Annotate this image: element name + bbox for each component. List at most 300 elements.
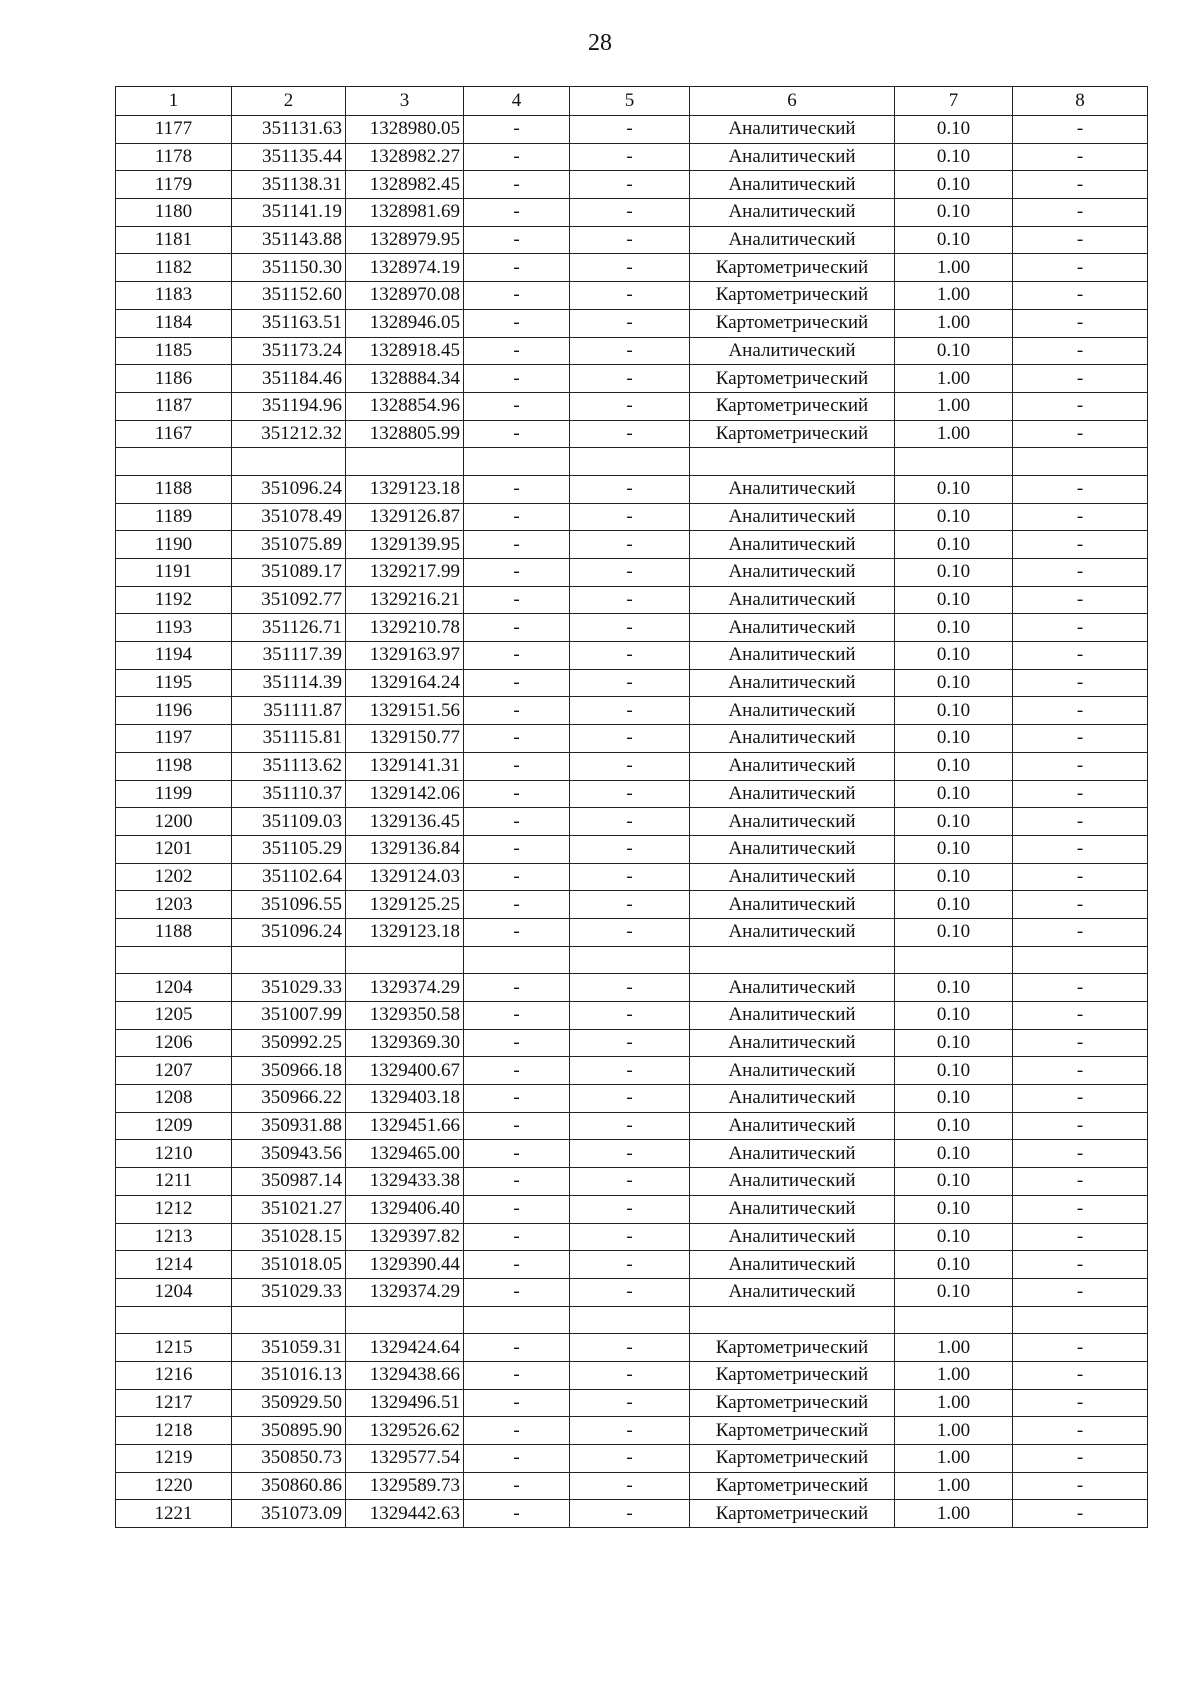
table-cell: 351194.96	[232, 392, 346, 420]
table-cell: Аналитический	[690, 752, 895, 780]
table-cell: -	[570, 1251, 690, 1279]
table-cell: 1328946.05	[346, 309, 464, 337]
table-cell: 1204	[116, 974, 232, 1002]
table-cell: 1329589.73	[346, 1472, 464, 1500]
table-cell: -	[1013, 669, 1148, 697]
table-cell: 1329124.03	[346, 863, 464, 891]
table-cell: Аналитический	[690, 1278, 895, 1306]
table-row	[116, 503, 1148, 531]
table-cell: -	[1013, 226, 1148, 254]
table-cell: 351029.33	[232, 1278, 346, 1306]
table-cell: 351126.71	[232, 614, 346, 642]
table-cell: -	[464, 199, 570, 227]
table-cell: 1329390.44	[346, 1251, 464, 1279]
table-cell: Картометрический	[690, 282, 895, 310]
table-cell: -	[1013, 1251, 1148, 1279]
table-row	[116, 199, 1148, 227]
table-cell: 1204	[116, 1278, 232, 1306]
table-cell: 1186	[116, 365, 232, 393]
table-cell: -	[1013, 282, 1148, 310]
table-cell: 1192	[116, 586, 232, 614]
table-cell: Аналитический	[690, 116, 895, 144]
table-cell: 351028.15	[232, 1223, 346, 1251]
table-cell: 351135.44	[232, 143, 346, 171]
table-cell: -	[1013, 503, 1148, 531]
table-cell: 350895.90	[232, 1417, 346, 1445]
table-cell: -	[464, 1029, 570, 1057]
table-cell: -	[1013, 1389, 1148, 1417]
table-cell: -	[464, 503, 570, 531]
table-cell: -	[464, 1140, 570, 1168]
table-cell: 1182	[116, 254, 232, 282]
table-cell: -	[570, 1029, 690, 1057]
table-cell: 1329164.24	[346, 669, 464, 697]
table-row	[116, 1223, 1148, 1251]
table-cell: -	[570, 503, 690, 531]
table-cell: 1329216.21	[346, 586, 464, 614]
table-cell: Аналитический	[690, 1140, 895, 1168]
table-cell: -	[1013, 1112, 1148, 1140]
table-cell: 1329442.63	[346, 1500, 464, 1528]
column-header: 5	[570, 87, 690, 116]
table-cell: 1329136.84	[346, 835, 464, 863]
table-cell: 0.10	[895, 697, 1013, 725]
table-cell: 1.00	[895, 1472, 1013, 1500]
table-cell: 1199	[116, 780, 232, 808]
table-cell: 351141.19	[232, 199, 346, 227]
table-row	[116, 725, 1148, 753]
table-cell	[1013, 448, 1148, 476]
table-cell: 1329126.87	[346, 503, 464, 531]
table-cell: 1221	[116, 1500, 232, 1528]
table-cell: 1329374.29	[346, 1278, 464, 1306]
table-cell: -	[464, 669, 570, 697]
table-cell: -	[570, 1112, 690, 1140]
table-cell: 351096.24	[232, 918, 346, 946]
table-cell	[346, 1306, 464, 1334]
table-cell: -	[570, 642, 690, 670]
table-cell: 1329150.77	[346, 725, 464, 753]
table-cell: 351109.03	[232, 808, 346, 836]
table-cell: -	[464, 918, 570, 946]
table-cell: 1189	[116, 503, 232, 531]
table-cell: -	[570, 918, 690, 946]
table-cell: 0.10	[895, 475, 1013, 503]
table-cell: -	[464, 1112, 570, 1140]
table-cell: 1215	[116, 1334, 232, 1362]
table-cell: 0.10	[895, 116, 1013, 144]
table-cell: 0.10	[895, 503, 1013, 531]
table-cell	[690, 448, 895, 476]
table-cell: -	[570, 1140, 690, 1168]
table-cell: -	[570, 143, 690, 171]
table-cell: 1328982.45	[346, 171, 464, 199]
table-cell: 1.00	[895, 1334, 1013, 1362]
table-cell: 0.10	[895, 171, 1013, 199]
table-cell: 0.10	[895, 614, 1013, 642]
table-cell: -	[570, 226, 690, 254]
table-row	[116, 337, 1148, 365]
table-cell: -	[570, 974, 690, 1002]
table-cell: -	[570, 1500, 690, 1528]
table-cell: Картометрический	[690, 1417, 895, 1445]
table-cell: 1198	[116, 752, 232, 780]
table-cell: 1328854.96	[346, 392, 464, 420]
table-cell	[232, 1306, 346, 1334]
table-row	[116, 1334, 1148, 1362]
table-cell: -	[464, 1057, 570, 1085]
table-cell: -	[1013, 1417, 1148, 1445]
table-cell: Аналитический	[690, 780, 895, 808]
table-cell: Картометрический	[690, 392, 895, 420]
table-cell: 1220	[116, 1472, 232, 1500]
table-cell: 1177	[116, 116, 232, 144]
table-cell: -	[570, 254, 690, 282]
table-cell: 351007.99	[232, 1002, 346, 1030]
table-cell: -	[1013, 1195, 1148, 1223]
table-cell: -	[1013, 835, 1148, 863]
table-cell: 351110.37	[232, 780, 346, 808]
table-cell: Аналитический	[690, 1195, 895, 1223]
table-cell: -	[570, 1334, 690, 1362]
table-cell	[570, 448, 690, 476]
table-cell: 0.10	[895, 863, 1013, 891]
table-cell: 351138.31	[232, 171, 346, 199]
table-cell: -	[1013, 420, 1148, 448]
table-cell: -	[570, 725, 690, 753]
table-cell: -	[464, 1472, 570, 1500]
table-cell	[346, 448, 464, 476]
coordinates-table	[115, 86, 1148, 1528]
table-cell: 1329400.67	[346, 1057, 464, 1085]
table-cell: Картометрический	[690, 1445, 895, 1473]
table-cell: -	[570, 1085, 690, 1113]
table-cell: 351075.89	[232, 531, 346, 559]
table-cell: -	[464, 1002, 570, 1030]
table-cell: Картометрический	[690, 420, 895, 448]
table-cell: -	[570, 1445, 690, 1473]
table-cell: -	[570, 420, 690, 448]
table-cell: 1205	[116, 1002, 232, 1030]
table-cell	[570, 1306, 690, 1334]
table-row	[116, 1389, 1148, 1417]
table-cell: 351173.24	[232, 337, 346, 365]
table-cell: 351096.55	[232, 891, 346, 919]
table-cell: 351018.05	[232, 1251, 346, 1279]
table-cell: Аналитический	[690, 1057, 895, 1085]
column-header: 3	[346, 87, 464, 116]
table-cell: 351117.39	[232, 642, 346, 670]
table-cell: 1179	[116, 171, 232, 199]
table-cell: 350943.56	[232, 1140, 346, 1168]
table-cell: -	[1013, 475, 1148, 503]
table-cell: -	[1013, 697, 1148, 725]
table-cell: -	[464, 226, 570, 254]
table-cell: 1213	[116, 1223, 232, 1251]
table-cell: Аналитический	[690, 1085, 895, 1113]
table-cell	[895, 448, 1013, 476]
table-row	[116, 974, 1148, 1002]
table-cell: -	[570, 1223, 690, 1251]
table-cell: -	[570, 1168, 690, 1196]
table-cell: 1329433.38	[346, 1168, 464, 1196]
table-row	[116, 1057, 1148, 1085]
table-cell: 1209	[116, 1112, 232, 1140]
table-row	[116, 392, 1148, 420]
table-cell: -	[464, 752, 570, 780]
table-cell: 1.00	[895, 254, 1013, 282]
table-cell: 1329438.66	[346, 1361, 464, 1389]
table-cell: 351021.27	[232, 1195, 346, 1223]
table-row	[116, 780, 1148, 808]
table-cell: 1167	[116, 420, 232, 448]
table-row	[116, 226, 1148, 254]
table-row	[116, 1140, 1148, 1168]
table-row	[116, 282, 1148, 310]
table-cell: -	[1013, 1472, 1148, 1500]
table-cell: -	[464, 559, 570, 587]
table-cell: 1329406.40	[346, 1195, 464, 1223]
table-cell: Аналитический	[690, 642, 895, 670]
table-cell: -	[1013, 1223, 1148, 1251]
table-cell: -	[1013, 1002, 1148, 1030]
table-row	[116, 1361, 1148, 1389]
table-cell: 351029.33	[232, 974, 346, 1002]
table-cell: -	[1013, 199, 1148, 227]
table-cell: 1212	[116, 1195, 232, 1223]
table-cell: 1218	[116, 1417, 232, 1445]
table-cell: 1178	[116, 143, 232, 171]
table-row	[116, 531, 1148, 559]
table-cell	[116, 946, 232, 974]
table-cell: 1208	[116, 1085, 232, 1113]
table-cell: 1.00	[895, 1389, 1013, 1417]
table-cell: -	[464, 309, 570, 337]
table-cell	[1013, 946, 1148, 974]
table-cell: 1206	[116, 1029, 232, 1057]
table-cell: -	[464, 254, 570, 282]
table-cell: -	[464, 642, 570, 670]
table-row	[116, 1472, 1148, 1500]
table-cell: 1214	[116, 1251, 232, 1279]
table-cell: 1201	[116, 835, 232, 863]
table-cell: -	[570, 835, 690, 863]
table-row	[116, 863, 1148, 891]
table-cell: -	[464, 863, 570, 891]
table-cell: -	[1013, 808, 1148, 836]
table-cell: 351212.32	[232, 420, 346, 448]
table-cell	[346, 946, 464, 974]
table-cell	[116, 1306, 232, 1334]
table-cell: -	[464, 891, 570, 919]
table-cell: -	[570, 282, 690, 310]
table-cell: -	[570, 171, 690, 199]
table-cell: -	[570, 1002, 690, 1030]
table-cell: -	[1013, 1445, 1148, 1473]
table-cell: 1328805.99	[346, 420, 464, 448]
table-cell: 0.10	[895, 559, 1013, 587]
table-cell: -	[464, 808, 570, 836]
table-cell: Аналитический	[690, 725, 895, 753]
table-cell: -	[464, 116, 570, 144]
table-cell: -	[570, 697, 690, 725]
table-cell: -	[570, 337, 690, 365]
table-cell: Аналитический	[690, 1251, 895, 1279]
table-cell: -	[464, 1195, 570, 1223]
table-row	[116, 918, 1148, 946]
table-cell: -	[1013, 974, 1148, 1002]
table-cell: 1329136.45	[346, 808, 464, 836]
table-row	[116, 420, 1148, 448]
table-cell: 0.10	[895, 531, 1013, 559]
separator-row	[116, 1306, 1148, 1334]
table-cell: -	[464, 1417, 570, 1445]
table-cell: -	[570, 863, 690, 891]
table-cell: 1188	[116, 918, 232, 946]
table-cell: Аналитический	[690, 697, 895, 725]
table-row	[116, 365, 1148, 393]
table-cell: 1329123.18	[346, 475, 464, 503]
page-number: 28	[588, 30, 612, 56]
table-cell: -	[464, 282, 570, 310]
table-cell: Картометрический	[690, 254, 895, 282]
table-cell: Аналитический	[690, 226, 895, 254]
table-cell: 0.10	[895, 1168, 1013, 1196]
table-cell: 1329526.62	[346, 1417, 464, 1445]
table-cell: 1328974.19	[346, 254, 464, 282]
table-cell: 1328884.34	[346, 365, 464, 393]
column-header: 8	[1013, 87, 1148, 116]
table-cell: -	[570, 365, 690, 393]
table-cell: 1194	[116, 642, 232, 670]
table-cell: -	[464, 1278, 570, 1306]
table-cell: -	[570, 780, 690, 808]
table-cell: 1.00	[895, 420, 1013, 448]
table-cell: -	[570, 1278, 690, 1306]
table-cell: 0.10	[895, 669, 1013, 697]
table-cell: -	[464, 586, 570, 614]
table-cell: 0.10	[895, 143, 1013, 171]
table-cell: 1328982.27	[346, 143, 464, 171]
table-cell: -	[464, 392, 570, 420]
table-cell	[464, 1306, 570, 1334]
table-cell: -	[464, 143, 570, 171]
table-cell: 1216	[116, 1361, 232, 1389]
table-cell: -	[464, 1168, 570, 1196]
table-cell: Картометрический	[690, 309, 895, 337]
table-cell: 351073.09	[232, 1500, 346, 1528]
column-header: 6	[690, 87, 895, 116]
table-cell: 0.10	[895, 835, 1013, 863]
table-cell: 0.10	[895, 1195, 1013, 1223]
table-cell: Аналитический	[690, 863, 895, 891]
table-cell: -	[464, 1223, 570, 1251]
table-cell: 1328980.05	[346, 116, 464, 144]
table-cell: 1328918.45	[346, 337, 464, 365]
table-cell: 0.10	[895, 1278, 1013, 1306]
table-cell: 351102.64	[232, 863, 346, 891]
table-cell: -	[570, 1389, 690, 1417]
table-cell: -	[464, 1085, 570, 1113]
table-cell: -	[1013, 531, 1148, 559]
table-cell: 1329577.54	[346, 1445, 464, 1473]
table-cell: -	[1013, 559, 1148, 587]
table-cell: -	[464, 1361, 570, 1389]
table-cell: 1329139.95	[346, 531, 464, 559]
table-cell: -	[570, 586, 690, 614]
table-cell	[116, 448, 232, 476]
table-cell: -	[1013, 1334, 1148, 1362]
table-cell: Аналитический	[690, 891, 895, 919]
table-cell: 1184	[116, 309, 232, 337]
table-cell: 351111.87	[232, 697, 346, 725]
table-cell: 1210	[116, 1140, 232, 1168]
table-cell: -	[464, 1445, 570, 1473]
table-cell: -	[570, 309, 690, 337]
table-cell: -	[1013, 614, 1148, 642]
column-header: 7	[895, 87, 1013, 116]
table-cell: 1.00	[895, 309, 1013, 337]
table-cell: Аналитический	[690, 614, 895, 642]
table-cell: -	[464, 780, 570, 808]
table-cell: 351016.13	[232, 1361, 346, 1389]
table-cell: -	[570, 531, 690, 559]
table-cell: 0.10	[895, 642, 1013, 670]
table-cell: -	[570, 891, 690, 919]
table-row	[116, 143, 1148, 171]
table-cell: 351092.77	[232, 586, 346, 614]
table-cell: 0.10	[895, 1140, 1013, 1168]
table-cell: -	[570, 752, 690, 780]
table-cell: 1329151.56	[346, 697, 464, 725]
table-row	[116, 475, 1148, 503]
table-cell: 1329125.25	[346, 891, 464, 919]
table-cell: 351152.60	[232, 282, 346, 310]
table-row	[116, 559, 1148, 587]
table-cell: 1187	[116, 392, 232, 420]
table-cell: 1329141.31	[346, 752, 464, 780]
table-cell: -	[1013, 143, 1148, 171]
table-cell: 1185	[116, 337, 232, 365]
table-cell: 350931.88	[232, 1112, 346, 1140]
table-cell: -	[570, 199, 690, 227]
table-cell: Картометрический	[690, 1361, 895, 1389]
table-cell: -	[570, 116, 690, 144]
table-cell: 351150.30	[232, 254, 346, 282]
table-row	[116, 1002, 1148, 1030]
table-cell: 1202	[116, 863, 232, 891]
table-cell: 1329424.64	[346, 1334, 464, 1362]
table-row	[116, 752, 1148, 780]
table-cell: -	[464, 614, 570, 642]
table-cell: Аналитический	[690, 669, 895, 697]
table-cell: Аналитический	[690, 337, 895, 365]
table-cell: -	[464, 1389, 570, 1417]
table-cell: 1207	[116, 1057, 232, 1085]
table-cell: -	[570, 1195, 690, 1223]
table-cell: -	[570, 1057, 690, 1085]
table-row	[116, 1417, 1148, 1445]
table-row	[116, 171, 1148, 199]
table-row	[116, 586, 1148, 614]
table-cell: -	[570, 669, 690, 697]
table-cell: 351078.49	[232, 503, 346, 531]
table-cell: -	[1013, 752, 1148, 780]
table-cell: 1217	[116, 1389, 232, 1417]
table-cell: 1.00	[895, 1361, 1013, 1389]
table-cell: 1.00	[895, 1417, 1013, 1445]
table-cell: -	[1013, 642, 1148, 670]
